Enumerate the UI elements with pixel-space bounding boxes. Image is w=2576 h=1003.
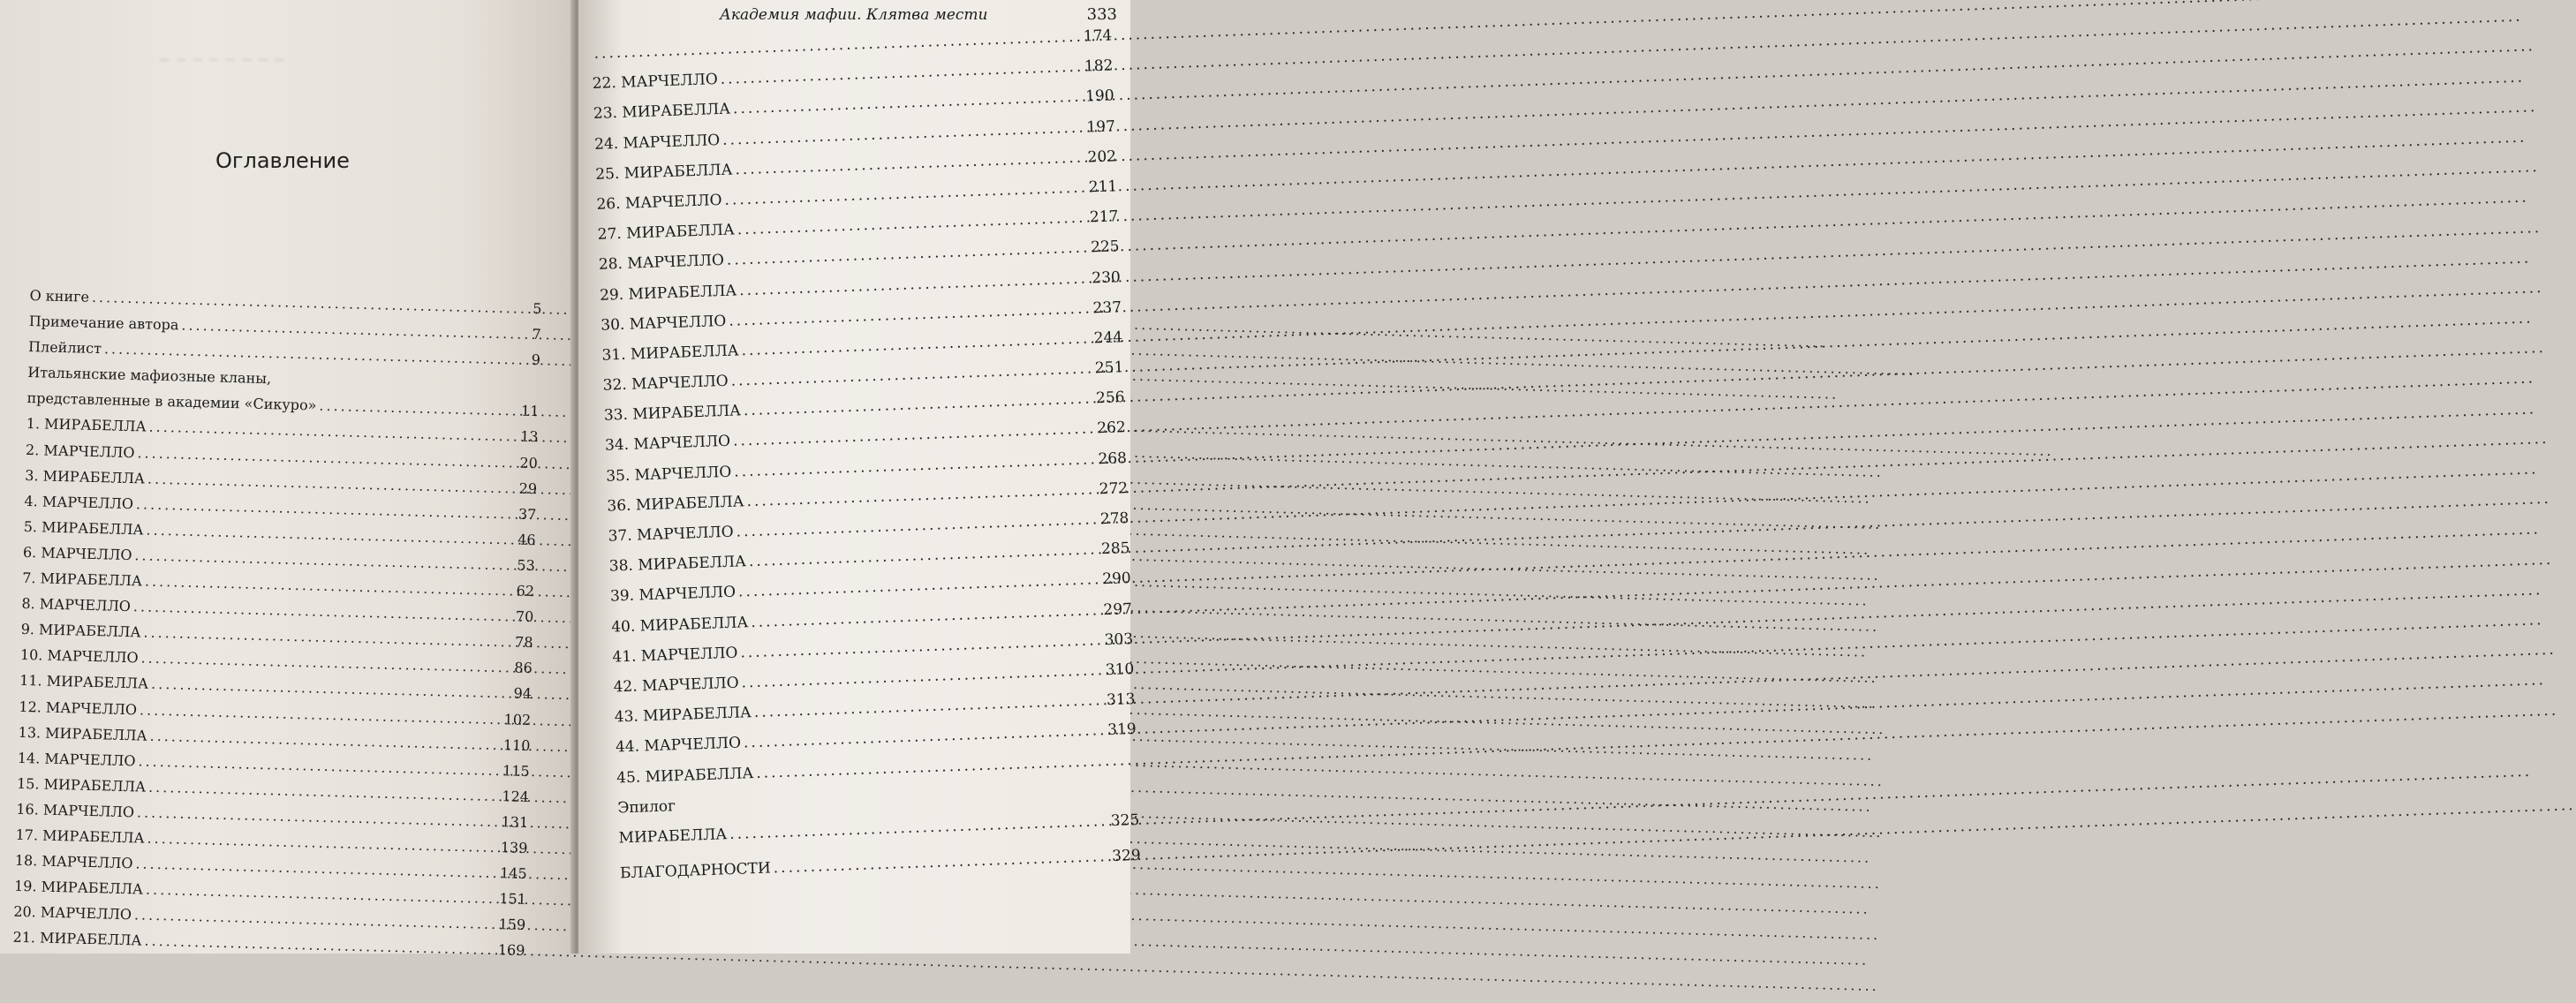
toc-entry-label: 2. МАРЧЕЛЛО (25, 441, 135, 461)
dot-leader (773, 841, 1110, 883)
toc-entry-page: 145 (499, 864, 527, 883)
toc-entry-page: 310 (1105, 660, 1135, 680)
toc-entry-page: 102 (503, 710, 532, 728)
left-page (0, 0, 576, 960)
toc-entry-page: 110 (502, 735, 531, 754)
toc-entry-label: 17. МИРАБЕЛЛА (15, 826, 145, 847)
toc-entry-label: 39. МАРЧЕЛЛО (609, 584, 737, 606)
toc-entry-label: 6. МАРЧЕЛЛО (22, 543, 132, 564)
toc-entry-page: 197 (1086, 117, 1116, 137)
toc-entry-page: 159 (498, 916, 526, 934)
toc-entry-page: 53 (517, 556, 536, 575)
toc-entry-page: 272 (1099, 479, 1129, 499)
toc-entry-page: 230 (1091, 268, 1122, 287)
toc-entry-page: 46 (517, 531, 536, 548)
toc-title: Оглавление (215, 148, 350, 173)
toc-entry-page: 115 (502, 761, 530, 780)
toc-entry-label: 5. МИРАБЕЛЛА (23, 517, 144, 539)
toc-entry-page: 190 (1084, 87, 1114, 106)
toc-entry-page: 86 (514, 659, 533, 677)
toc-entry-page: 29 (518, 479, 538, 497)
toc-entry-page: 278 (1099, 509, 1129, 529)
toc-entry-page: 225 (1090, 238, 1120, 257)
toc-list-left (12, 283, 542, 963)
toc-entry-label: 41. МАРЧЕЛЛО (612, 644, 738, 667)
toc-entry-label: 40. МИРАБЕЛЛА (610, 613, 749, 637)
toc-entry-page: 313 (1106, 690, 1136, 710)
toc-entry-page: 297 (1103, 600, 1133, 619)
toc-entry-page: 37 (517, 505, 537, 523)
toc-entry-label: 24. МАРЧЕЛЛО (593, 131, 721, 154)
bleed-through-text: ~ ~ ~ ~ ~ ~ ~ ~ (159, 51, 285, 68)
toc-entry-label: 33. МИРАБЕЛЛА (603, 402, 742, 425)
toc-entry-label: Плейлист (27, 338, 102, 358)
toc-entry-page: 285 (1100, 539, 1130, 559)
running-header-title: Академия мафии. Клятва мести (720, 6, 988, 24)
page-number: 333 (1086, 5, 1117, 24)
toc-entry-page: 78 (514, 633, 533, 652)
toc-entry-page: 325 (1110, 811, 1140, 830)
toc-entry-label: 43. МИРАБЕЛЛА (614, 704, 752, 727)
toc-entry-page: 124 (502, 787, 530, 805)
toc-entry-label: 18. МАРЧЕЛЛО (14, 851, 133, 872)
toc-entry-page: 244 (1093, 328, 1123, 348)
toc-entry-label: 34. МАРЧЕЛЛО (604, 433, 731, 456)
toc-entry-label: БЛАГОДАРНОСТИ (619, 859, 772, 883)
toc-entry-label: 44. МАРЧЕЛЛО (615, 734, 742, 757)
toc-entry-label-continued: представленные в академии «Сикуро» (26, 389, 317, 414)
toc-entry-label: 36. МИРАБЕЛЛА (607, 493, 744, 516)
toc-entry-label: 23. МИРАБЕЛЛА (593, 100, 731, 124)
toc-entry-label: 13. МИРАБЕЛЛА (18, 723, 147, 744)
toc-entry-page: 70 (515, 607, 534, 626)
right-page (578, 0, 1142, 954)
toc-entry-page: 251 (1094, 358, 1124, 378)
toc-entry-label: 14. МАРЧЕЛЛО (17, 749, 136, 769)
toc-entry-page: 174 (1083, 26, 1113, 46)
toc-entry-page: 62 (516, 582, 535, 600)
toc-entry-page: 11 (520, 402, 540, 420)
toc-entry-page: 319 (1107, 720, 1137, 740)
toc-entry-label: 7. МИРАБЕЛЛА (21, 569, 143, 590)
toc-entry-label: 35. МАРЧЕЛЛО (605, 463, 732, 486)
toc-entry-label: 45. МИРАБЕЛЛА (616, 764, 754, 787)
toc-entry-label: 11. МИРАБЕЛЛА (19, 672, 149, 693)
toc-entry-page: 262 (1096, 419, 1127, 438)
toc-entry-page: 7 (532, 325, 541, 343)
toc-list-right (591, 20, 1141, 888)
toc-entry-page: 5 (532, 299, 542, 318)
toc-entry-page: 94 (513, 684, 533, 703)
toc-entry-label: 42. МАРЧЕЛЛО (613, 674, 739, 697)
toc-entry-label: 26. МАРЧЕЛЛО (596, 191, 722, 214)
toc-entry-page: 20 (519, 454, 539, 471)
toc-entry-label: 10. МАРЧЕЛЛО (19, 646, 139, 667)
toc-entry-label: 30. МАРЧЕЛЛО (600, 312, 727, 335)
toc-entry-page: 256 (1095, 388, 1125, 408)
toc-entry-label: О книге (29, 286, 90, 305)
toc-entry-page: 202 (1087, 147, 1117, 167)
toc-entry-page: 182 (1084, 57, 1114, 76)
toc-entry-label: 31. МИРАБЕЛЛА (601, 342, 739, 365)
toc-entry-page: 268 (1098, 449, 1128, 468)
running-header (711, 5, 1117, 24)
toc-entry-page: 329 (1111, 846, 1142, 866)
toc-entry-label: 9. МИРАБЕЛЛА (20, 621, 141, 641)
toc-entry-page: 303 (1104, 630, 1134, 649)
toc-entry-page: 217 (1089, 207, 1119, 227)
toc-entry-label: 38. МИРАБЕЛЛА (608, 553, 747, 576)
toc-entry-label: 20. МАРЧЕЛЛО (13, 903, 132, 924)
toc-entry-label: 4. МАРЧЕЛЛО (24, 492, 134, 512)
toc-entry-label: 22. МАРЧЕЛЛО (592, 71, 719, 94)
toc-entry-label: 3. МИРАБЕЛЛА (25, 466, 146, 487)
toc-entry-page: 290 (1101, 569, 1132, 589)
toc-entry-label: Итальянские мафиозные кланы, (27, 364, 272, 388)
toc-entry-label: 21. МИРАБЕЛЛА (12, 929, 142, 949)
book-spread (0, 0, 1142, 960)
toc-entry-label: 19. МИРАБЕЛЛА (13, 877, 144, 898)
toc-entry-label: 28. МАРЧЕЛЛО (598, 252, 725, 275)
toc-entry-label: 32. МАРЧЕЛЛО (602, 372, 729, 395)
toc-entry-page: 131 (501, 813, 529, 831)
toc-entry-page: 9 (531, 351, 541, 369)
toc-entry-label: 37. МАРЧЕЛЛО (608, 523, 734, 546)
toc-entry-page: 151 (499, 890, 527, 909)
toc-entry-label: 8. МАРЧЕЛЛО (21, 595, 132, 615)
toc-entry-label: 29. МИРАБЕЛЛА (599, 281, 737, 305)
toc-entry-label: Примечание автора (28, 313, 179, 334)
toc-entry-label: 1. МИРАБЕЛЛА (26, 415, 147, 435)
epilogue-heading: Эпилог (617, 796, 676, 818)
toc-entry-label: 27. МИРАБЕЛЛА (597, 221, 736, 244)
toc-entry-page: 139 (500, 839, 528, 856)
toc-entry-label: МИРАБЕЛЛА (618, 826, 728, 848)
toc-entry-label: 16. МАРЧЕЛЛО (16, 800, 135, 821)
toc-entry-page: 13 (520, 428, 539, 446)
toc-entry-page: 169 (497, 941, 525, 960)
toc-entry-label: 25. МИРАБЕЛЛА (595, 161, 733, 184)
toc-entry-page: 211 (1088, 177, 1118, 197)
toc-entry-label: 12. МАРЧЕЛЛО (19, 698, 138, 718)
toc-entry-label: 15. МИРАБЕЛЛА (16, 774, 147, 796)
toc-entry-page: 237 (1092, 298, 1122, 318)
